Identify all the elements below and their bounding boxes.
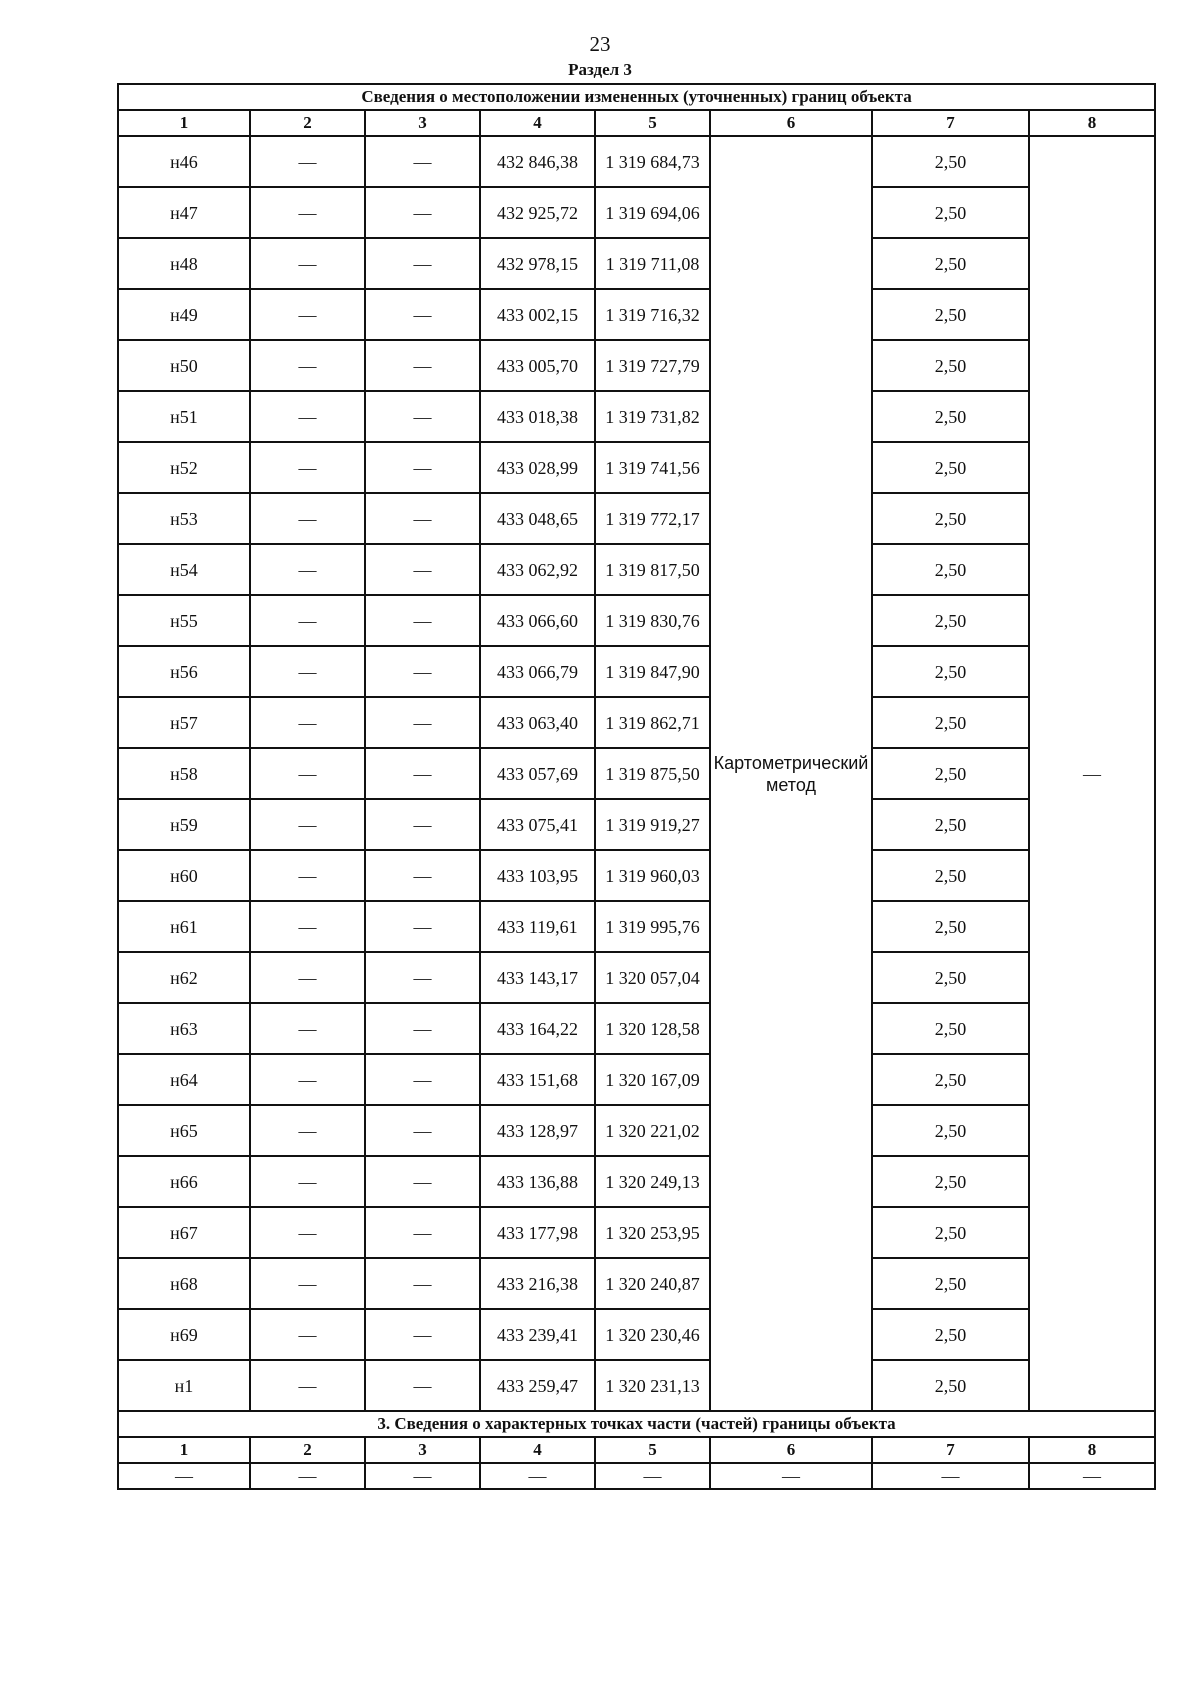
- table-row: [118, 1156, 1155, 1207]
- col3-cell: —: [365, 646, 480, 697]
- col2-cell: —: [250, 544, 365, 595]
- table-row: [118, 544, 1155, 595]
- point-name-cell: н52: [118, 442, 250, 493]
- subsection-row: [118, 1463, 1155, 1489]
- point-name-cell: н58: [118, 748, 250, 799]
- col3-cell: —: [365, 1156, 480, 1207]
- subsection-cell: —: [710, 1463, 872, 1489]
- x-coordinate-cell: 433 066,60: [480, 595, 595, 646]
- point-name-cell: н47: [118, 187, 250, 238]
- col2-cell: —: [250, 1309, 365, 1360]
- point-name-cell: н62: [118, 952, 250, 1003]
- x-coordinate-cell: 433 143,17: [480, 952, 595, 1003]
- y-coordinate-cell: 1 319 995,76: [595, 901, 710, 952]
- x-coordinate-cell: 432 846,38: [480, 136, 595, 187]
- subsection-cell: —: [365, 1463, 480, 1489]
- y-coordinate-cell: 1 319 711,08: [595, 238, 710, 289]
- table-row: [118, 442, 1155, 493]
- x-coordinate-cell: 433 066,79: [480, 646, 595, 697]
- subsection-column-header: 7: [872, 1437, 1029, 1463]
- x-coordinate-cell: 433 018,38: [480, 391, 595, 442]
- y-coordinate-cell: 1 320 221,02: [595, 1105, 710, 1156]
- accuracy-cell: 2,50: [872, 901, 1029, 952]
- point-name-cell: н63: [118, 1003, 250, 1054]
- y-coordinate-cell: 1 319 960,03: [595, 850, 710, 901]
- table-row: [118, 1309, 1155, 1360]
- col3-cell: —: [365, 748, 480, 799]
- column-header: 1: [118, 110, 250, 136]
- x-coordinate-cell: 433 063,40: [480, 697, 595, 748]
- col2-cell: —: [250, 1003, 365, 1054]
- column-header: 4: [480, 110, 595, 136]
- point-name-cell: н53: [118, 493, 250, 544]
- y-coordinate-cell: 1 319 817,50: [595, 544, 710, 595]
- point-name-cell: н54: [118, 544, 250, 595]
- point-name-cell: н64: [118, 1054, 250, 1105]
- y-coordinate-cell: 1 319 716,32: [595, 289, 710, 340]
- accuracy-cell: 2,50: [872, 1207, 1029, 1258]
- subsection-column-header: 4: [480, 1437, 595, 1463]
- subsection-column-header: 2: [250, 1437, 365, 1463]
- col3-cell: —: [365, 136, 480, 187]
- accuracy-cell: 2,50: [872, 1054, 1029, 1105]
- col3-cell: —: [365, 1258, 480, 1309]
- y-coordinate-cell: 1 319 772,17: [595, 493, 710, 544]
- accuracy-cell: 2,50: [872, 442, 1029, 493]
- accuracy-cell: 2,50: [872, 952, 1029, 1003]
- table-row: [118, 799, 1155, 850]
- col3-cell: —: [365, 442, 480, 493]
- table-row: [118, 748, 1155, 799]
- point-name-cell: н68: [118, 1258, 250, 1309]
- x-coordinate-cell: 432 925,72: [480, 187, 595, 238]
- point-name-cell: н66: [118, 1156, 250, 1207]
- col2-cell: —: [250, 1105, 365, 1156]
- table-row: [118, 1207, 1155, 1258]
- subsection-header-row: [118, 1437, 1155, 1463]
- x-coordinate-cell: 433 164,22: [480, 1003, 595, 1054]
- y-coordinate-cell: 1 319 684,73: [595, 136, 710, 187]
- subsection-column-header: 3: [365, 1437, 480, 1463]
- y-coordinate-cell: 1 320 231,13: [595, 1360, 710, 1411]
- point-name-cell: н60: [118, 850, 250, 901]
- y-coordinate-cell: 1 319 919,27: [595, 799, 710, 850]
- col3-cell: —: [365, 391, 480, 442]
- accuracy-cell: 2,50: [872, 1258, 1029, 1309]
- x-coordinate-cell: 433 151,68: [480, 1054, 595, 1105]
- x-coordinate-cell: 433 005,70: [480, 340, 595, 391]
- subsection-cell: —: [872, 1463, 1029, 1489]
- accuracy-cell: 2,50: [872, 544, 1029, 595]
- col3-cell: —: [365, 289, 480, 340]
- point-name-cell: н56: [118, 646, 250, 697]
- table-row: [118, 187, 1155, 238]
- y-coordinate-cell: 1 320 253,95: [595, 1207, 710, 1258]
- table-row: [118, 646, 1155, 697]
- col3-cell: —: [365, 187, 480, 238]
- point-name-cell: н51: [118, 391, 250, 442]
- y-coordinate-cell: 1 319 830,76: [595, 595, 710, 646]
- accuracy-cell: 2,50: [872, 493, 1029, 544]
- table-row: [118, 850, 1155, 901]
- col3-cell: —: [365, 901, 480, 952]
- col2-cell: —: [250, 238, 365, 289]
- x-coordinate-cell: 433 048,65: [480, 493, 595, 544]
- point-name-cell: н57: [118, 697, 250, 748]
- column-header: 7: [872, 110, 1029, 136]
- col2-cell: —: [250, 748, 365, 799]
- table-row: [118, 697, 1155, 748]
- subsection-cell: —: [250, 1463, 365, 1489]
- x-coordinate-cell: 433 216,38: [480, 1258, 595, 1309]
- x-coordinate-cell: 433 128,97: [480, 1105, 595, 1156]
- y-coordinate-cell: 1 320 057,04: [595, 952, 710, 1003]
- y-coordinate-cell: 1 320 167,09: [595, 1054, 710, 1105]
- col2-cell: —: [250, 289, 365, 340]
- col2-cell: —: [250, 442, 365, 493]
- accuracy-cell: 2,50: [872, 1105, 1029, 1156]
- col2-cell: —: [250, 595, 365, 646]
- point-name-cell: н59: [118, 799, 250, 850]
- table-row: [118, 136, 1155, 187]
- col2-cell: —: [250, 1156, 365, 1207]
- page-number: 23: [589, 32, 611, 56]
- col2-cell: —: [250, 952, 365, 1003]
- subsection-cell: —: [595, 1463, 710, 1489]
- col2-cell: —: [250, 697, 365, 748]
- col3-cell: —: [365, 238, 480, 289]
- subsection-title: 3. Сведения о характерных точках части (частей) границы объекта: [118, 1411, 1155, 1437]
- x-coordinate-cell: 433 239,41: [480, 1309, 595, 1360]
- table-row: [118, 1105, 1155, 1156]
- boundary-table: [117, 83, 1156, 1490]
- y-coordinate-cell: 1 319 731,82: [595, 391, 710, 442]
- table-row: [118, 1054, 1155, 1105]
- col2-cell: —: [250, 493, 365, 544]
- col3-cell: —: [365, 1360, 480, 1411]
- table-row: [118, 1360, 1155, 1411]
- y-coordinate-cell: 1 320 128,58: [595, 1003, 710, 1054]
- y-coordinate-cell: 1 319 847,90: [595, 646, 710, 697]
- col2-cell: —: [250, 1360, 365, 1411]
- x-coordinate-cell: 432 978,15: [480, 238, 595, 289]
- col2-cell: —: [250, 187, 365, 238]
- accuracy-cell: 2,50: [872, 1309, 1029, 1360]
- col2-cell: —: [250, 901, 365, 952]
- accuracy-cell: 2,50: [872, 340, 1029, 391]
- subsection-column-header: 5: [595, 1437, 710, 1463]
- column-header-row: [118, 110, 1155, 136]
- col3-cell: —: [365, 493, 480, 544]
- x-coordinate-cell: 433 062,92: [480, 544, 595, 595]
- y-coordinate-cell: 1 320 240,87: [595, 1258, 710, 1309]
- col2-cell: —: [250, 1207, 365, 1258]
- x-coordinate-cell: 433 136,88: [480, 1156, 595, 1207]
- point-name-cell: н67: [118, 1207, 250, 1258]
- x-coordinate-cell: 433 057,69: [480, 748, 595, 799]
- table-title: Сведения о местоположении измененных (уточненных) границ объекта: [118, 84, 1155, 110]
- table-row: [118, 391, 1155, 442]
- col3-cell: —: [365, 697, 480, 748]
- col3-cell: —: [365, 595, 480, 646]
- subsection-column-header: 1: [118, 1437, 250, 1463]
- y-coordinate-cell: 1 319 862,71: [595, 697, 710, 748]
- accuracy-cell: 2,50: [872, 799, 1029, 850]
- col3-cell: —: [365, 799, 480, 850]
- y-coordinate-cell: 1 319 727,79: [595, 340, 710, 391]
- col3-cell: —: [365, 544, 480, 595]
- column-header: 5: [595, 110, 710, 136]
- table-row: [118, 493, 1155, 544]
- point-name-cell: н48: [118, 238, 250, 289]
- subsection-cell: —: [118, 1463, 250, 1489]
- point-name-cell: н46: [118, 136, 250, 187]
- column-header: 6: [710, 110, 872, 136]
- accuracy-cell: 2,50: [872, 1156, 1029, 1207]
- method-cell: Картометрический метод: [710, 136, 872, 1411]
- accuracy-cell: 2,50: [872, 595, 1029, 646]
- point-name-cell: н1: [118, 1360, 250, 1411]
- subsection-cell: —: [480, 1463, 595, 1489]
- table-row: [118, 289, 1155, 340]
- accuracy-cell: 2,50: [872, 697, 1029, 748]
- point-name-cell: н49: [118, 289, 250, 340]
- table-row: [118, 952, 1155, 1003]
- point-name-cell: н61: [118, 901, 250, 952]
- col2-cell: —: [250, 136, 365, 187]
- table-row: [118, 1258, 1155, 1309]
- accuracy-cell: 2,50: [872, 187, 1029, 238]
- subsection-column-header: 6: [710, 1437, 872, 1463]
- accuracy-cell: 2,50: [872, 748, 1029, 799]
- x-coordinate-cell: 433 119,61: [480, 901, 595, 952]
- y-coordinate-cell: 1 320 230,46: [595, 1309, 710, 1360]
- column-header: 8: [1029, 110, 1155, 136]
- col2-cell: —: [250, 340, 365, 391]
- table-row: [118, 1003, 1155, 1054]
- col2-cell: —: [250, 850, 365, 901]
- accuracy-cell: 2,50: [872, 289, 1029, 340]
- accuracy-cell: 2,50: [872, 1360, 1029, 1411]
- accuracy-cell: 2,50: [872, 646, 1029, 697]
- col3-cell: —: [365, 850, 480, 901]
- col3-cell: —: [365, 340, 480, 391]
- col2-cell: —: [250, 646, 365, 697]
- table-row: [118, 901, 1155, 952]
- col2-cell: —: [250, 391, 365, 442]
- x-coordinate-cell: 433 259,47: [480, 1360, 595, 1411]
- table-row: [118, 340, 1155, 391]
- point-name-cell: н50: [118, 340, 250, 391]
- x-coordinate-cell: 433 002,15: [480, 289, 595, 340]
- subsection-cell: —: [1029, 1463, 1155, 1489]
- accuracy-cell: 2,50: [872, 850, 1029, 901]
- col3-cell: —: [365, 1105, 480, 1156]
- section-title: Раздел 3: [568, 60, 632, 79]
- accuracy-cell: 2,50: [872, 136, 1029, 187]
- column-header: 3: [365, 110, 480, 136]
- y-coordinate-cell: 1 320 249,13: [595, 1156, 710, 1207]
- col3-cell: —: [365, 1309, 480, 1360]
- x-coordinate-cell: 433 103,95: [480, 850, 595, 901]
- y-coordinate-cell: 1 319 741,56: [595, 442, 710, 493]
- x-coordinate-cell: 433 177,98: [480, 1207, 595, 1258]
- table-body: [118, 84, 1155, 1489]
- x-coordinate-cell: 433 028,99: [480, 442, 595, 493]
- accuracy-cell: 2,50: [872, 238, 1029, 289]
- y-coordinate-cell: 1 319 694,06: [595, 187, 710, 238]
- point-name-cell: н69: [118, 1309, 250, 1360]
- column-header: 2: [250, 110, 365, 136]
- col3-cell: —: [365, 1054, 480, 1105]
- col8-cell: —: [1029, 136, 1155, 1411]
- y-coordinate-cell: 1 319 875,50: [595, 748, 710, 799]
- table-row: [118, 238, 1155, 289]
- accuracy-cell: 2,50: [872, 391, 1029, 442]
- col3-cell: —: [365, 952, 480, 1003]
- subsection-column-header: 8: [1029, 1437, 1155, 1463]
- col2-cell: —: [250, 1054, 365, 1105]
- table-row: [118, 595, 1155, 646]
- col2-cell: —: [250, 799, 365, 850]
- point-name-cell: н55: [118, 595, 250, 646]
- col3-cell: —: [365, 1207, 480, 1258]
- col3-cell: —: [365, 1003, 480, 1054]
- accuracy-cell: 2,50: [872, 1003, 1029, 1054]
- x-coordinate-cell: 433 075,41: [480, 799, 595, 850]
- point-name-cell: н65: [118, 1105, 250, 1156]
- col2-cell: —: [250, 1258, 365, 1309]
